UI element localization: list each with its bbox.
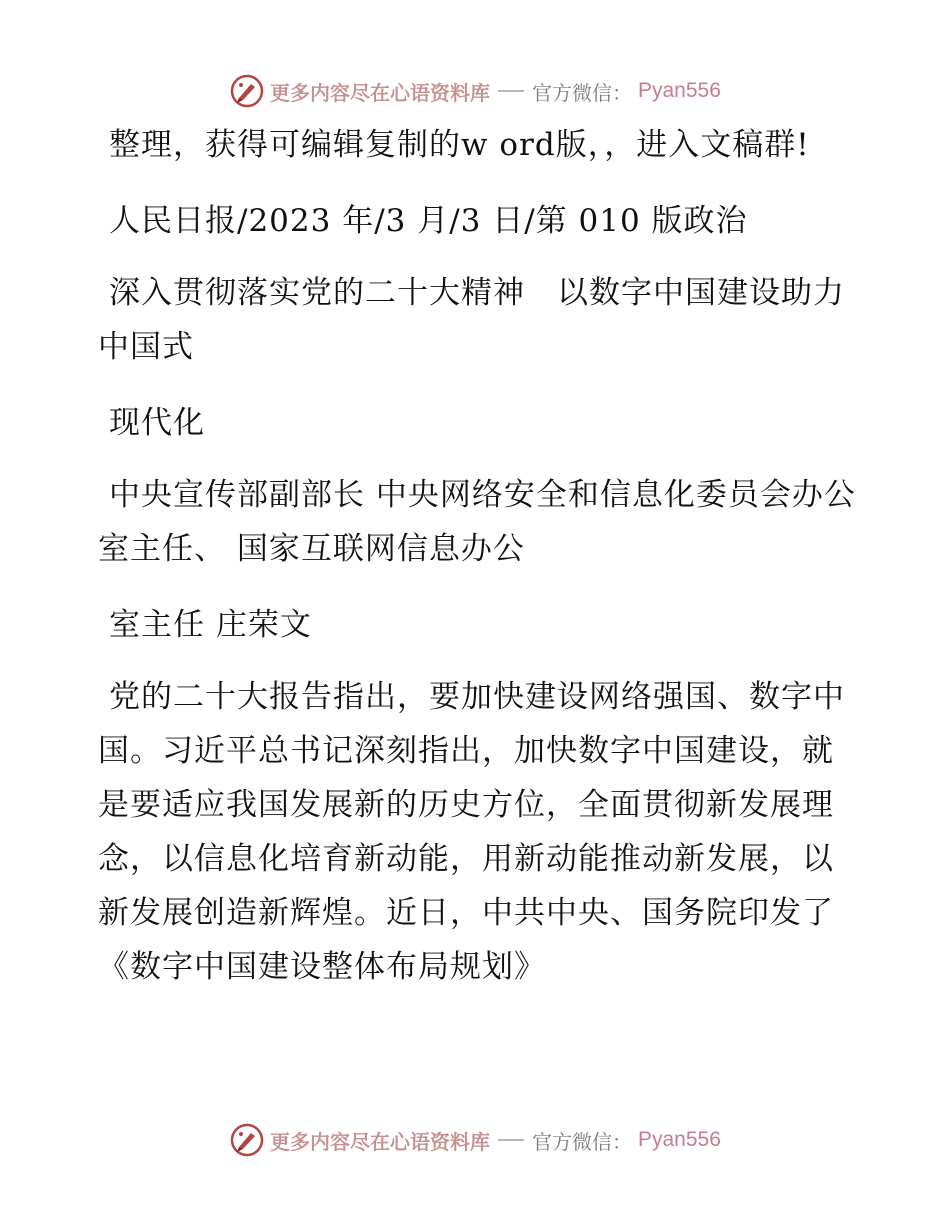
paragraph-body: 党的二十大报告指出，要加快建设网络强国、数字中国。习近平总书记深刻指出，加快数字中国建设，就是要适应我国发展新的历史方位，全面贯彻新发展理念，以信息化培育新动能，用新动能推动新发展，以新发展创造新辉煌。近日，中共中央、国务院印发了《数字中国建设整体布局规划》	[98, 679, 845, 985]
header-watermark	[230, 72, 721, 110]
paragraph-headline: 深入贯彻落实党的二十大精神 以数字中国建设助力中国式	[98, 275, 845, 365]
watermark-label: 官方微信：	[532, 1129, 632, 1154]
watermark-brand-text: 更多内容尽在心语资料库	[270, 80, 490, 105]
paragraph-author-name: 室主任 庄荣文	[109, 607, 312, 643]
watermark-wechat-id: Pyan556	[638, 79, 721, 102]
footer-watermark	[230, 1121, 721, 1159]
pen-circle-logo-icon	[230, 1123, 264, 1157]
document-body	[98, 118, 858, 1016]
watermark-dash	[498, 90, 524, 92]
pen-circle-logo-icon	[230, 74, 264, 108]
paragraph-author-title: 中央宣传部副部长 中央网络安全和信息化委员会办公室主任、 国家互联网信息办公	[98, 477, 856, 567]
watermark-label: 官方微信：	[532, 80, 632, 105]
watermark-brand-text: 更多内容尽在心语资料库	[270, 1129, 490, 1154]
watermark-wechat-id: Pyan556	[638, 1128, 721, 1151]
watermark-dash	[498, 1139, 524, 1141]
paragraph-intro: 整理，获得可编辑复制的w ord版，，进入文稿群!	[109, 127, 810, 163]
paragraph-source-line: 人民日报/2023 年/3 月/3 日/第 010 版政治	[109, 203, 748, 239]
paragraph-headline-cont: 现代化	[109, 405, 205, 441]
